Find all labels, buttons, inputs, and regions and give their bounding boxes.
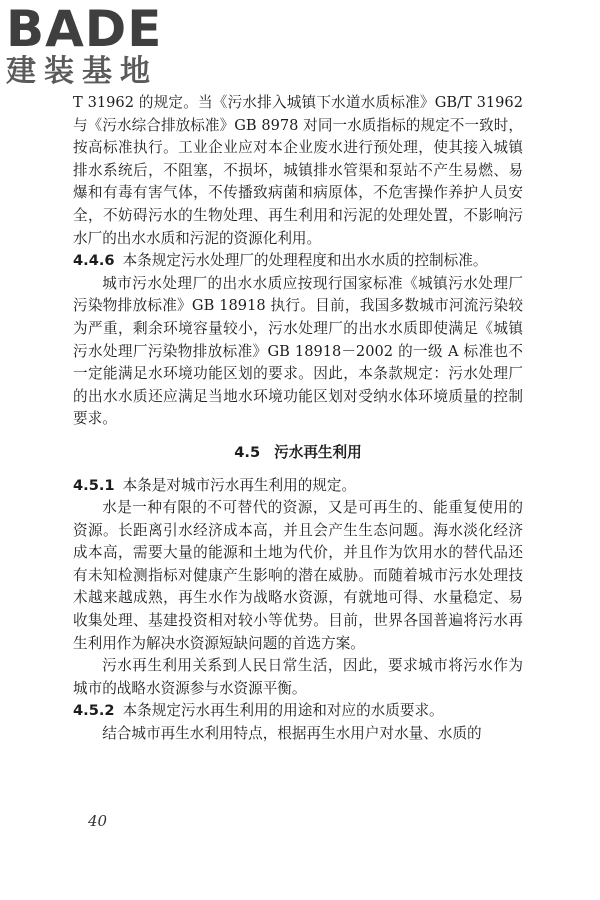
clause-number: 4.5.2 <box>73 702 115 720</box>
document-body <box>73 92 523 746</box>
clause-number: 4.5.1 <box>73 476 115 494</box>
logo-wordmark: BADE <box>6 0 163 58</box>
paragraph-effluent-quality: 城市污水处理厂的出水水质应按现行国家标准《城镇污水处理厂污染物排放标准》GB 18918 执行。目前，我国多数城市河流污染较为严重，剩余环境容量较小，污水处理厂的出水水质即使满足《城镇污水处理厂污染物排放标准》GB 18918－2002 的一级 A 标准也不一定能满足水环境功能区划的要求。因此，本条款规定：污水处理厂的出水水质还应满足当地水环境功能区划对受纳水体环境质量的控制要求。 <box>73 274 523 428</box>
section-heading <box>73 442 523 465</box>
clause-4-4-6: 4.4.6 本条规定污水处理厂的处理程度和出水水质的控制标准。 <box>73 252 488 270</box>
page-number: 40 <box>88 812 108 830</box>
section-number: 4.5 <box>234 443 261 461</box>
paragraph-reclaimed-use: 结合城市再生水利用特点，根据再生水用户对水量、水质的 <box>102 725 482 743</box>
paragraph-water-balance: 污水再生利用关系到人民日常生活，因此，要求城市将污水作为城市的战略水资源参与水资源平衡。 <box>73 657 523 697</box>
clause-number: 4.4.6 <box>73 252 115 270</box>
paragraph-continuation: T 31962 的规定。当《污水排入城镇下水道水质标准》GB/T 31962 与《污水综合排放标准》GB 8978 对同一水质指标的规定不一致时，按高标准执行。工业企业应对本企业废水进行预处理，使其接入城镇排水系统后，不阻塞，不损坏，城镇排水管渠和泵站不产生易燃、易爆和有毒有害气体，不传播致病菌和病原体，不危害操作养护人员安全，不妨碍污水的生物处理、再生利用和污泥的处理处置，不影响污水厂的出水水质和污泥的资源化利用。 <box>73 94 523 247</box>
logo-subtitle: 建装基地 <box>6 54 158 89</box>
clause-4-5-1: 4.5.1 本条是对城市污水再生利用的规定。 <box>73 476 357 494</box>
clause-4-5-2: 4.5.2 本条规定污水再生利用的用途和对应的水质要求。 <box>73 702 444 720</box>
paragraph-water-resource: 水是一种有限的不可替代的资源，又是可再生的、能重复使用的资源。长距离引水经济成本高，并且会产生生态问题。海水淡化经济成本高，需要大量的能源和土地为代价，并且作为饮用水的替代品还有未知检测指标对健康产生影响的潜在威胁。而随着城市污水处理技术越来越成熟，再生水作为战略水资源，有就地可得、水量稳定、易收集处理、基建投资相对较小等优势。目前，世界各国普遍将污水再生利用作为解决水资源短缺问题的首选方案。 <box>73 499 523 652</box>
section-title: 污水再生利用 <box>274 443 362 461</box>
logo <box>6 0 176 89</box>
